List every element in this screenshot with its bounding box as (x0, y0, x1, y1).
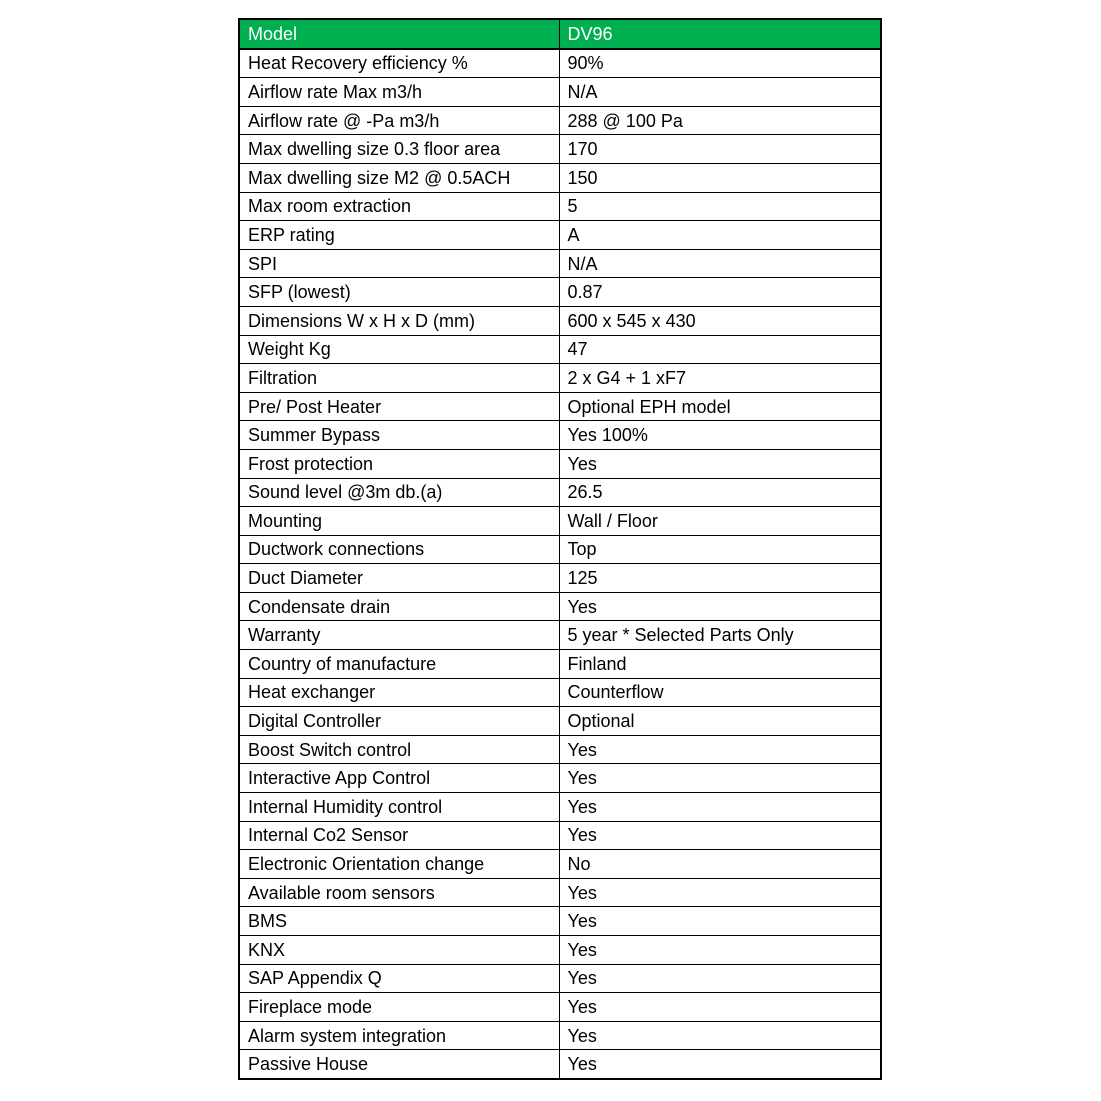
table-row (239, 421, 881, 450)
spec-label: BMS (239, 907, 559, 936)
spec-label: Max room extraction (239, 192, 559, 221)
header-model-label: Model (239, 19, 559, 49)
spec-label: Sound level @3m db.(a) (239, 478, 559, 507)
table-row (239, 764, 881, 793)
table-row (239, 306, 881, 335)
spec-value: 600 x 545 x 430 (559, 306, 881, 335)
table-row (239, 564, 881, 593)
spec-label: Mounting (239, 507, 559, 536)
spec-value: Yes (559, 964, 881, 993)
table-row (239, 678, 881, 707)
spec-table (238, 18, 882, 1080)
spec-label: Filtration (239, 364, 559, 393)
table-row (239, 850, 881, 879)
spec-label: Max dwelling size 0.3 floor area (239, 135, 559, 164)
spec-value: 0.87 (559, 278, 881, 307)
spec-value: Finland (559, 650, 881, 679)
table-row (239, 192, 881, 221)
spec-label: Airflow rate Max m3/h (239, 78, 559, 107)
spec-value: Yes (559, 878, 881, 907)
table-row (239, 49, 881, 78)
spec-value: Yes (559, 821, 881, 850)
spec-value: Optional (559, 707, 881, 736)
spec-label: Passive House (239, 1050, 559, 1079)
spec-label: KNX (239, 936, 559, 965)
table-row (239, 78, 881, 107)
header-row (239, 19, 881, 49)
table-row (239, 535, 881, 564)
spec-label: Summer Bypass (239, 421, 559, 450)
table-row (239, 364, 881, 393)
spec-label: Fireplace mode (239, 993, 559, 1022)
table-row (239, 478, 881, 507)
spec-value: Counterflow (559, 678, 881, 707)
spec-label: Internal Humidity control (239, 793, 559, 822)
spec-value: 125 (559, 564, 881, 593)
table-row (239, 335, 881, 364)
spec-label: Heat Recovery efficiency % (239, 49, 559, 78)
spec-value: Wall / Floor (559, 507, 881, 536)
spec-label: Internal Co2 Sensor (239, 821, 559, 850)
spec-label: Available room sensors (239, 878, 559, 907)
spec-label: Airflow rate @ -Pa m3/h (239, 106, 559, 135)
spec-value: 47 (559, 335, 881, 364)
spec-label: Max dwelling size M2 @ 0.5ACH (239, 163, 559, 192)
table-row (239, 650, 881, 679)
spec-value: 288 @ 100 Pa (559, 106, 881, 135)
spec-label: Dimensions W x H x D (mm) (239, 306, 559, 335)
spec-value: Yes (559, 907, 881, 936)
spec-value: Yes (559, 1050, 881, 1079)
spec-label: Duct Diameter (239, 564, 559, 593)
table-row (239, 878, 881, 907)
spec-label: Electronic Orientation change (239, 850, 559, 879)
spec-label: Digital Controller (239, 707, 559, 736)
table-row (239, 106, 881, 135)
spec-value: 26.5 (559, 478, 881, 507)
spec-value: N/A (559, 249, 881, 278)
spec-label: Country of manufacture (239, 650, 559, 679)
table-row (239, 936, 881, 965)
header-model-value: DV96 (559, 19, 881, 49)
spec-label: Ductwork connections (239, 535, 559, 564)
table-row (239, 964, 881, 993)
table-row (239, 993, 881, 1022)
spec-value: 90% (559, 49, 881, 78)
table-row (239, 507, 881, 536)
table-row (239, 163, 881, 192)
spec-label: Weight Kg (239, 335, 559, 364)
spec-label: Boost Switch control (239, 735, 559, 764)
table-row (239, 249, 881, 278)
spec-value: Yes (559, 735, 881, 764)
spec-value: Yes (559, 592, 881, 621)
table-row (239, 793, 881, 822)
table-row (239, 735, 881, 764)
table-row (239, 278, 881, 307)
spec-value: Yes (559, 993, 881, 1022)
spec-value: Yes (559, 936, 881, 965)
spec-value: Top (559, 535, 881, 564)
table-row (239, 449, 881, 478)
spec-value: No (559, 850, 881, 879)
spec-label: Warranty (239, 621, 559, 650)
spec-label: ERP rating (239, 221, 559, 250)
spec-value: Yes (559, 764, 881, 793)
spec-label: Interactive App Control (239, 764, 559, 793)
spec-label: Frost protection (239, 449, 559, 478)
table-row (239, 821, 881, 850)
spec-label: SAP Appendix Q (239, 964, 559, 993)
spec-label: Pre/ Post Heater (239, 392, 559, 421)
spec-label: Alarm system integration (239, 1021, 559, 1050)
spec-value: 5 year * Selected Parts Only (559, 621, 881, 650)
spec-value: N/A (559, 78, 881, 107)
table-row (239, 135, 881, 164)
table-row (239, 221, 881, 250)
spec-value: Yes (559, 793, 881, 822)
spec-label: SPI (239, 249, 559, 278)
spec-value: 5 (559, 192, 881, 221)
table-row (239, 707, 881, 736)
table-row (239, 621, 881, 650)
spec-label: Heat exchanger (239, 678, 559, 707)
table-row (239, 592, 881, 621)
spec-value: 150 (559, 163, 881, 192)
table-row (239, 392, 881, 421)
spec-value: 2 x G4 + 1 xF7 (559, 364, 881, 393)
spec-label: Condensate drain (239, 592, 559, 621)
spec-label: SFP (lowest) (239, 278, 559, 307)
table-row (239, 907, 881, 936)
spec-sheet (238, 18, 882, 1080)
spec-value: A (559, 221, 881, 250)
spec-value: 170 (559, 135, 881, 164)
spec-value: Yes (559, 449, 881, 478)
spec-value: Yes 100% (559, 421, 881, 450)
table-row (239, 1021, 881, 1050)
spec-value: Yes (559, 1021, 881, 1050)
table-row (239, 1050, 881, 1079)
spec-value: Optional EPH model (559, 392, 881, 421)
